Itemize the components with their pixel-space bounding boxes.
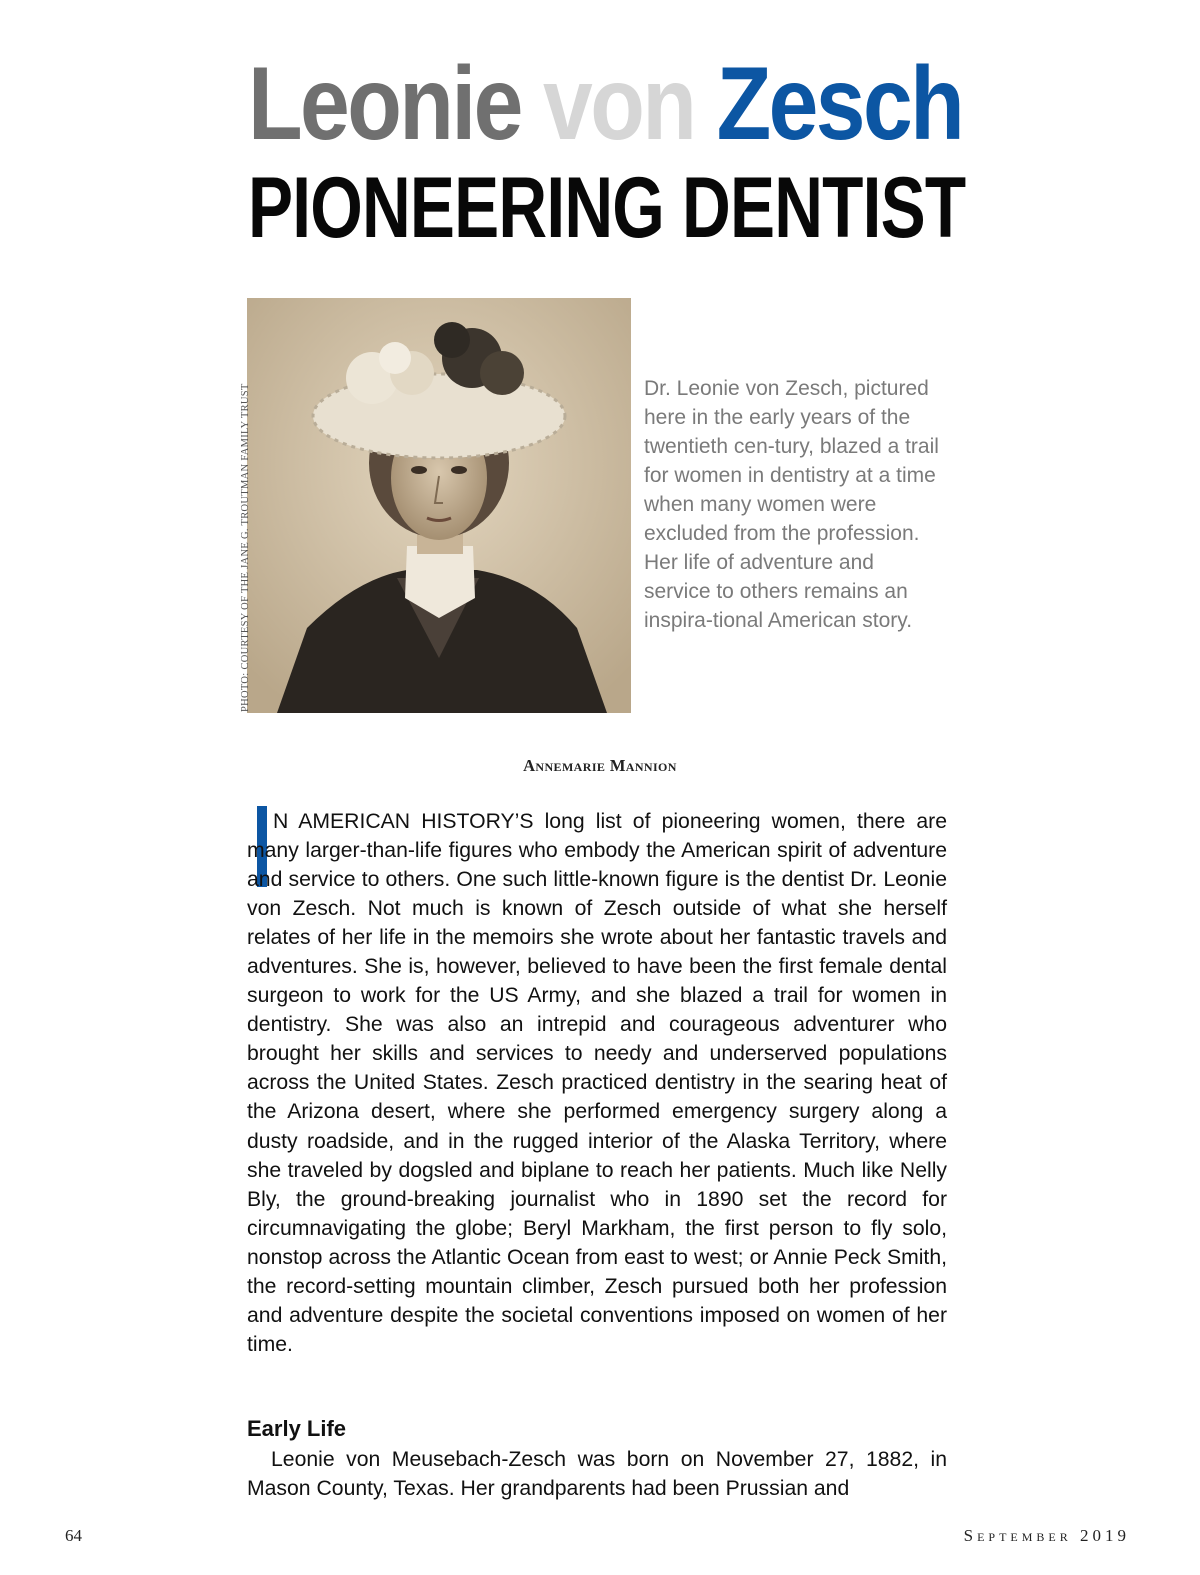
title-word-leonie: Leonie (248, 46, 521, 162)
portrait-photo (247, 298, 631, 713)
portrait-illustration (247, 298, 631, 713)
issue-date: September 2019 (963, 1526, 1130, 1545)
title-word-zesch: Zesch (716, 46, 963, 162)
section-heading-early-life: Early Life (247, 1416, 347, 1441)
intro-body: One such little-known figure is the dentist Dr. Leonie von Zesch. Not much is known of Zesch outside of what she herself relates of her life in the memoirs she wrote about her fantastic travels and adventures. She is, however, believed to have been the first female dental surgeon to work for the US Army, and she blazed a trail for women in dentistry. She was also an intrepid and courageous adventurer who brought her skills and services to needy and underserved populations across the United States. Zesch practiced dentistry in the searing heat of the Arizona desert, where she performed emergency surgery along a dusty roadside, and in the rugged interior of the Alaska Territory, where she traveled by dogsled and biplane to reach her patients. Much like Nelly Bly, the ground-breaking journalist who in 1890 set the record for circumnavigating the globe; Beryl Markham, the first person to fly solo, nonstop across the Atlantic Ocean from east to west; or Annie Peck Smith, the record-setting mountain climber, Zesch pursued both her profession and adventure despite the societal conventions imposed on women of her time. (247, 868, 947, 1356)
intro-paragraph (247, 807, 947, 1359)
photo-credit: PHOTO: COURTESY OF THE JANE G. TROUTMAN FAMILY TRUST (240, 383, 251, 712)
early-life-paragraph: Leonie von Meusebach-Zesch was born on November 27, 1882, in Mason County, Texas. Her grandparents had been Prussian and (247, 1448, 947, 1501)
page-number: 64 (65, 1526, 82, 1545)
article-title (248, 46, 966, 256)
title-word-von: von (543, 46, 695, 162)
article-subtitle: PIONEERING DENTIST (248, 160, 966, 256)
author-byline: Annemarie Mannion (523, 756, 677, 775)
intro-lead: N AMERICAN HISTORY’S long list of pioneering women, there are many larger-than-life figures who embody the American spirit of adventure and service to others. (247, 810, 947, 892)
article-body (247, 807, 947, 1359)
photo-caption: Dr. Leonie von Zesch, pictured here in the early years of the twentieth cen-tury, blazed a trail for women in dentistry at a time when many women were excluded from the profession. Her life of adventure and service to others remains an inspira-tional American story. (644, 377, 939, 632)
title-name-line (248, 46, 963, 162)
